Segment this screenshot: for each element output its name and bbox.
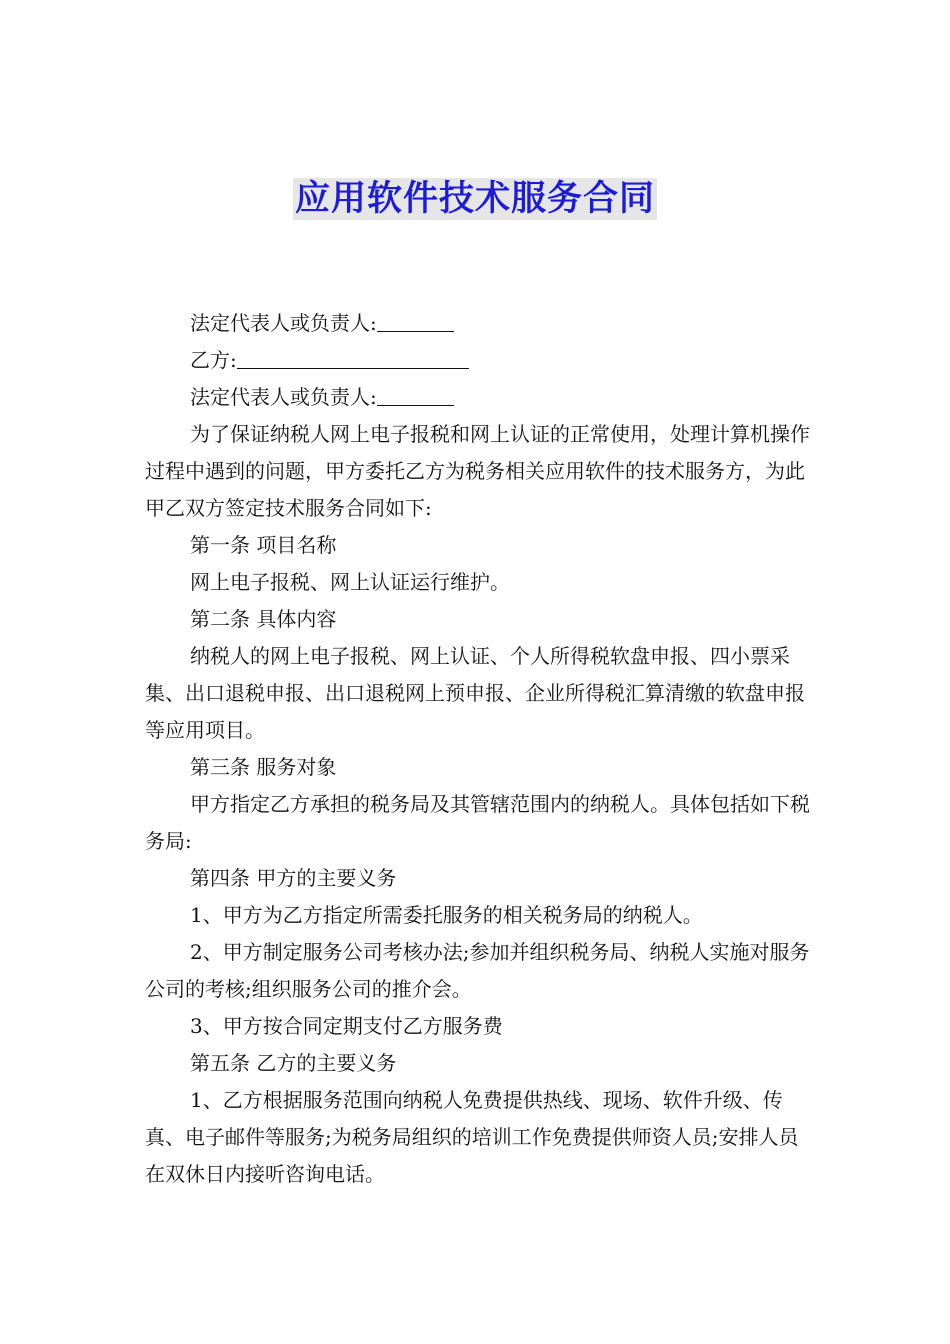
party-b-field <box>145 342 815 379</box>
rep2-label: 法定代表人或负责人: <box>190 385 377 409</box>
list-item: 2、甲方制定服务公司考核办法;参加并组织税务局、纳税人实施对服务公司的考核;组织服务公司的推介会。 <box>145 940 810 1001</box>
document-title: 应用软件技术服务合同 <box>294 179 655 219</box>
article-2-heading: 第二条 具体内容 <box>190 607 337 631</box>
list-item: 3、甲方按合同定期支付乙方服务费 <box>190 1014 503 1038</box>
document-body <box>145 305 815 1193</box>
party-b-blank-line <box>237 346 469 369</box>
paragraph: 纳税人的网上电子报税、网上认证、个人所得税软盘申报、四小票采集、出口退税申报、出口退税网上预申报、企业所得税汇算清缴的软盘申报等应用项目。 <box>145 644 805 742</box>
list-item: 1、乙方根据服务范围向纳税人免费提供热线、现场、软件升级、传真、电子邮件等服务;为税务局组织的培训工作免费提供师资人员;安排人员在双休日内接听咨询电话。 <box>145 1088 799 1186</box>
list-item: 1、甲方为乙方指定所需委托服务的相关税务局的纳税人。 <box>190 903 703 927</box>
party-b-label: 乙方: <box>190 348 237 372</box>
paragraph-intro: 为了保证纳税人网上电子报税和网上认证的正常使用，处理计算机操作过程中遇到的问题，甲方委托乙方为税务相关应用软件的技术服务方，为此甲乙双方签定技术服务合同如下: <box>145 422 810 520</box>
paragraph: 甲方指定乙方承担的税务局及其管辖范围内的纳税人。具体包括如下税务局: <box>145 792 810 853</box>
rep1-field <box>145 305 815 342</box>
article-4-heading: 第四条 甲方的主要义务 <box>190 866 397 890</box>
rep2-blank-line <box>377 383 454 406</box>
rep1-label: 法定代表人或负责人: <box>190 311 377 335</box>
paragraph: 网上电子报税、网上认证运行维护。 <box>190 570 510 594</box>
article-1-heading: 第一条 项目名称 <box>190 533 337 557</box>
title-block <box>0 178 950 220</box>
article-3-heading: 第三条 服务对象 <box>190 755 337 779</box>
article-5-heading: 第五条 乙方的主要义务 <box>190 1051 397 1075</box>
rep1-blank-line <box>377 309 454 332</box>
rep2-field <box>145 379 815 416</box>
